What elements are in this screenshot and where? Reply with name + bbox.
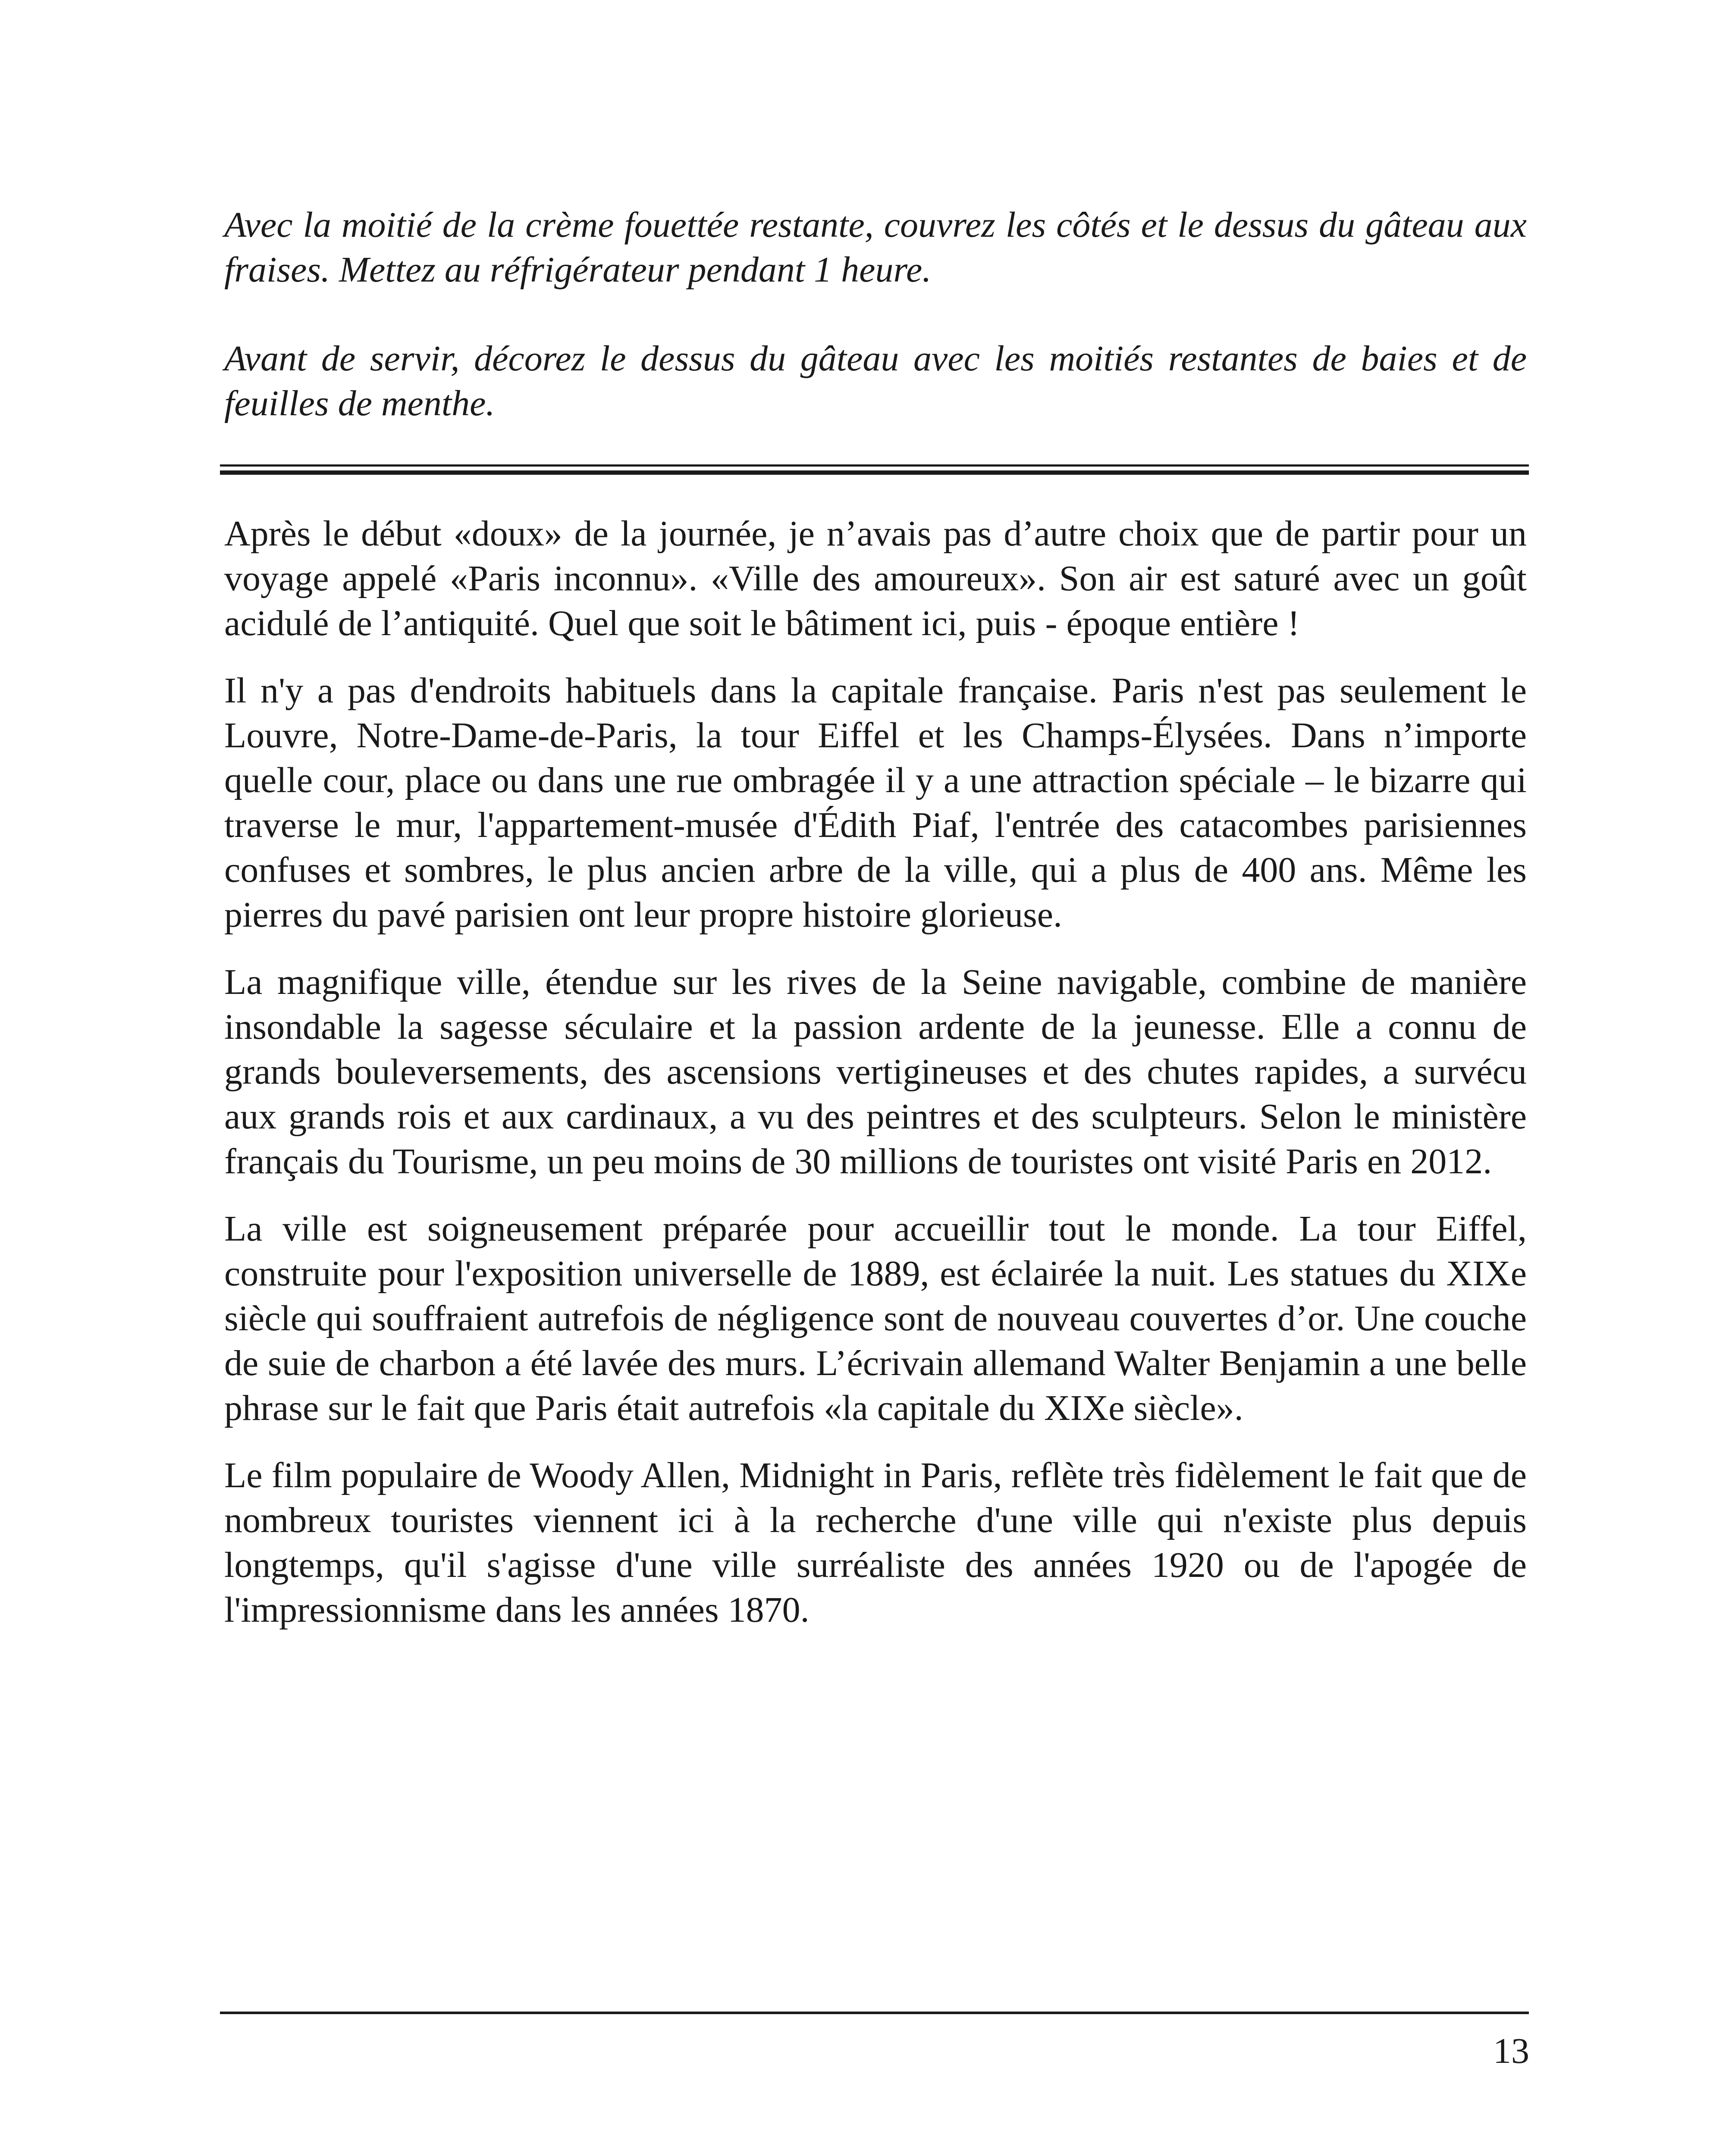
article-paragraph: Il n'y a pas d'endroits habituels dans la capitale française. Paris n'est pas seulement le Louvre, Notre-Dame-de-Paris, la tour Eiffel et les Champs-Élysées. Dans n’importe quelle cour, place ou dans une rue ombragée il y a une attraction spéciale – le bizarre qui traverse le mur, l'appartement-musée d'Édith Piaf, l'entrée des catacombes parisiennes confuses et sombres, le plus ancien arbre de la ville, qui a plus de 400 ans. Même les pierres du pavé parisien ont leur propre histoire glorieuse. (224, 671, 1527, 935)
article-paragraph: La ville est soigneusement préparée pour accueillir tout le monde. La tour Eiffel, construite pour l'exposition universelle de 1889, est éclairée la nuit. Les statues du XIXe siècle qui souffraient autrefois de négligence sont de nouveau couvertes d’or. Une couche de suie de charbon a été lavée des murs. L’écrivain allemand Walter Benjamin a une belle phrase sur le fait que Paris était autrefois «la capitale du XIXe siècle». (224, 1209, 1527, 1428)
page-number: 13 (1493, 2031, 1529, 2071)
article-paragraph: La magnifique ville, étendue sur les rives de la Seine navigable, combine de manière insondable la sagesse séculaire et la passion ardente de la jeunesse. Elle a connu de grands bouleversements, des ascensions vertigineuses et des chutes rapides, a survécu aux grands rois et aux cardinaux, a vu des peintres et des sculpteurs. Selon le ministère français du Tourisme, un peu moins de 30 millions de touristes ont visité Paris en 2012. (224, 962, 1527, 1181)
article-paragraph: Après le début «doux» de la journée, je n’avais pas d’autre choix que de partir pour un voyage appelé «Paris inconnu». «Ville des amoureux». Son air est saturé avec un goût acidulé de l’antiquité. Quel que soit le bâtiment ici, puis - époque entière ! (224, 514, 1527, 643)
divider-thin-line (220, 464, 1529, 467)
divider-thick-line (220, 470, 1529, 475)
article-paragraph: Le film populaire de Woody Allen, Midnight in Paris, reflète très fidèlement le fait que de nombreux touristes viennent ici à la recherche d'une ville qui n'existe plus depuis longtemps, qu'il s'agisse d'une ville surréaliste des années 1920 ou de l'apogée de l'impressionnisme dans les années 1870. (224, 1455, 1527, 1630)
article-body (224, 511, 1527, 1655)
recipe-paragraph: Avant de servir, décorez le dessus du gâteau avec les moitiés restantes de baies et de feuilles de menthe. (224, 338, 1527, 423)
recipe-paragraph: Avec la moitié de la crème fouettée restante, couvrez les côtés et le dessus du gâteau aux fraises. Mettez au réfrigérateur pendant 1 heure. (224, 205, 1527, 290)
footer-divider (220, 2012, 1529, 2014)
